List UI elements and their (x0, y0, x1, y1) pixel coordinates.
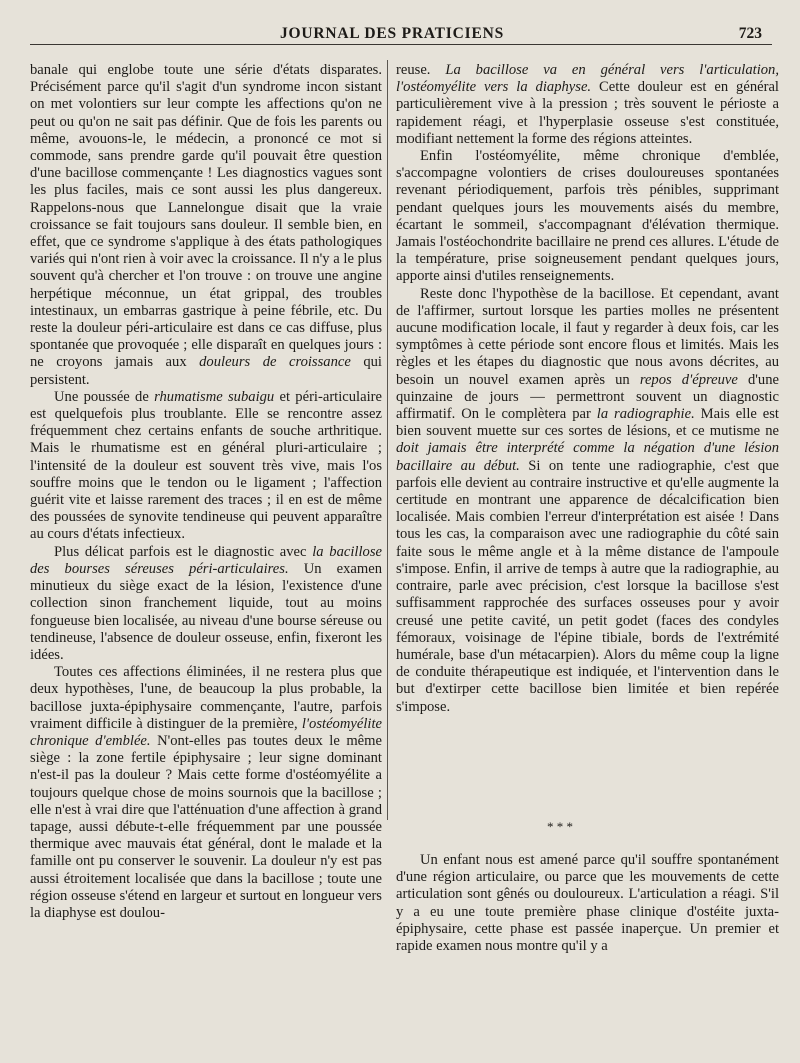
paragraph-croissance: banale qui englobe toute une série d'états disparates. Précisément parce qu'il s'agit d'un syndrome incon sistant on met volontiers sur leur compte les affections qu'on ne peut ou qu'on ne sait pas définir. Que de fois les parents ou même, avouons-le, le médecin, a prononcé ce mot si commode, sans prendre garde qu'il pouvait être question d'une bacillose commençante ! Les diagnostics vagues sont les plus faciles, mais ce sont aussi les plus dangereux. Rappelons-nous que Lannelongue disait que la vraie croissance se fait toujours sans douleur. Il semble bien, en effet, que ce syndrome s'applique à des états pathologiques variés qui n'ont rien à voir avec la croissance. Il n'y a le plus souvent qu'à chercher et l'on trouve : on trouve une angine herpétique méconnue, un état grippal, des troubles intestinaux, un embarras gastrique à peine fébrile, etc. Du reste la douleur péri-articulaire est dans ce cas diffuse, plus spontanée que provoquée ; elle disparaît en quelques jours : ne croyons jamais aux douleurs de croissance qui persistent. (30, 62, 382, 388)
running-head (0, 22, 800, 46)
header-rule (30, 44, 772, 45)
asterism-separator: * * * (547, 819, 573, 834)
paragraph-radiographie: Reste donc l'hypothèse de la bacillose. Et cependant, avant de l'affirmer, surtout lorsque les parties molles ne présentent aucune modification locale, il faut y regarder à deux fois, car les symptômes à cette période sont encore flous et limités. Mais les règles et les étapes du diagnostic que nous avons décrites, au besoin un nouvel examen après un repos d'épreuve d'une quinzaine de jours — permettront souvent un diagnostic affirmatif. On le complètera par la radiographie. Mais elle est bien souvent muette sur ces sortes de lésions, et ce mutisme ne doit jamais être interprété comme la négation d'une lésion bacillaire au début. Si on tente une radiographie, c'est que parfois elle devient au contraire instructive et qu'elle augmente la certitude en montrant une apparence de décalcification bien localisée. Mais combien l'erreur d'interprétation est aisée ! Dans tous les cas, la comparaison avec une radiographie du côté sain faite sous le même angle et à la même distance de l'ampoule s'impose. Enfin, il arrive de temps à autre que la radiographie, au contraire, parle avec précision, c'est lorsque la bacillose s'est suffisamment rapprochée des surfaces osseuses pour y avoir creusé une petite cavité, un petit godet (faces des condyles fémoraux, voisinage de l'épine tibiale, bords de l'extrémité humérale, base d'un métacarpien). Alors du même coup la ligne de conduite thérapeutique est indiquée, et l'intervention dans le but d'extirper cette bacillose bien limitée et bien repérée s'impose. (396, 285, 779, 715)
page-number: 723 (738, 25, 762, 42)
paragraph-rhumatisme: Une poussée de rhumatisme subaigu et péri-articulaire est quelquefois plus troublante. Elle se rencontre assez fréquemment chez certains enfants de souche arthritique. Mais le rhumatisme est en général pluri-articulaire ; l'intensité de la douleur est souvent très vive, mais l'os souffre moins que le tendon ou le ligament ; l'affection guérit vite et laisse rarement des traces ; il en est de même des poussées de synovite tendineuse qui peuvent apparaître au cours d'états infectieux. (30, 388, 382, 543)
paragraph-bourses-sereuses: Plus délicat parfois est le diagnostic avec la bacillose des bourses séreuses péri-articulaires. Un examen minutieux du siège exact de la lésion, l'existence d'une collection sinon franchement liquide, tout au moins fongueuse bien localisée, au niveau d'une bourse séreuse ou tendineuse, l'absence de douleur osseuse, enfin, fixeront les idées. (30, 543, 382, 663)
journal-title: JOURNAL DES PRATICIENS (280, 25, 505, 42)
right-column-continued (396, 852, 779, 955)
paragraph-deux-hypotheses: Toutes ces affections éliminées, il ne restera plus que deux hypothèses, l'une, de beaucoup la plus probable, la bacillose juxta-épiphysaire commençante, l'autre, parfois vraiment difficile à distinguer de la première, l'ostéomyélite chronique d'emblée. N'ont-elles pas toutes deux le même siège : la zone fertile épiphysaire ; leur signe dominant n'est-il pas la douleur ? Mais cette forme d'ostéomyélite a toujours quelque chose de moins sournois que la bacillose ; elle n'est à vrai dire que l'atténuation d'une affection à grand tapage, aussi débute-t-elle fréquemment par une poussée thermique avec mauvais état général, dont le malade et la famille ont pu conserver le souvenir. La douleur n'y est pas aussi étroitement localisée que dans la bacillose ; toute une région osseuse s'étend en largeur et surtout en longueur vers la diaphyse est doulou- (30, 664, 382, 921)
paragraph-enfant-amene: Un enfant nous est amené parce qu'il souffre spontanément d'une région articulaire, ou parce que les mouvements de cette articulation sont gênés ou douloureux. L'articulation a réagi. S'il y a eu une toute première phase clinique d'ostéite juxta-épiphysaire, cette phase est passée inaperçue. Un premier et rapide examen nous montre qu'il y a (396, 852, 779, 955)
right-column (396, 62, 779, 716)
left-column (30, 62, 382, 922)
paragraph-osteomyelite: Enfin l'ostéomyélite, même chronique d'emblée, s'accompagne volontiers de crises douloureuses spontanées revenant périodiquement, parfois très pénibles, supprimant pendant quelques jours les mouvements aisés du membre, écartant le sommeil, s'accompagnant d'élévation thermique. Jamais l'ostéochondrite bacillaire ne prend ces allures. L'étude de la température, prise soigneusement pendant quelques jours, apporte ainsi d'utiles renseignements. (396, 148, 779, 285)
column-divider (387, 60, 388, 820)
paragraph-articulation-diaphyse: reuse. La bacillose va en général vers l'articulation, l'ostéomyélite vers la diaphyse. Cette douleur est en général particulièrement vive à la pression ; très souvent le périoste a rapidement réagi, et l'hyperplasie osseuse s'est constituée, modifiant nettement la forme des régions atteintes. (396, 62, 779, 147)
